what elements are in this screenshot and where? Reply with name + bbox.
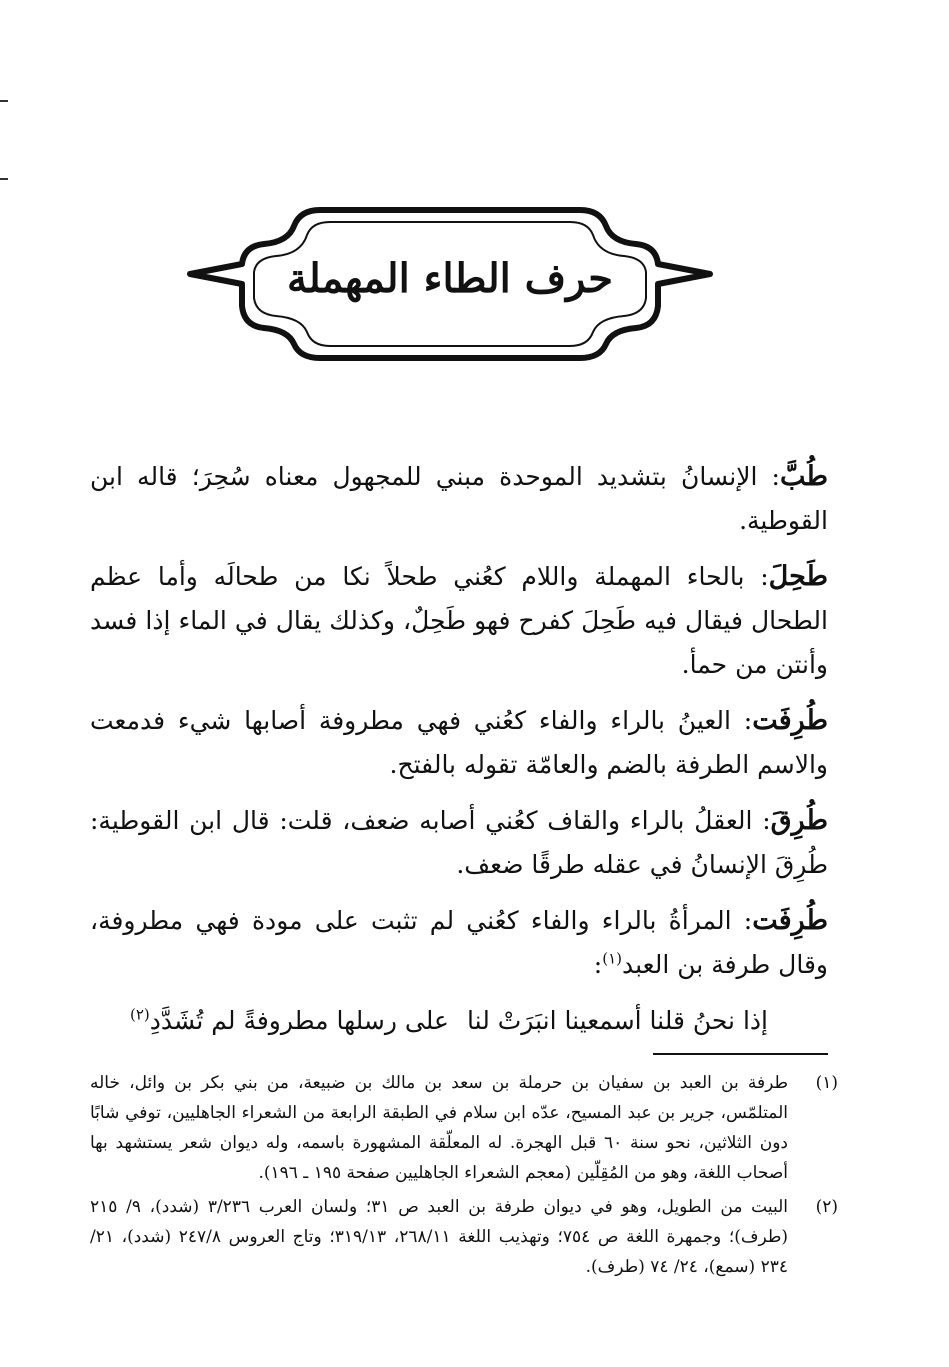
entry-turiqa [90,799,828,887]
headword: طُبَّ [779,461,828,492]
entry-definition: : الإنسانُ بتشديد الموحدة مبني للمجهول معناه سُحِرَ؛ قاله ابن القوطية. [90,462,828,535]
poetry-verse [90,999,828,1043]
verse-second-hemistich-wrap [130,999,449,1043]
chapter-title-frame [180,198,720,368]
entry-definition: : المرأةُ بالراء والفاء كعُني لم تثبت على مودة فهي مطروفة، وقال طرفة بن العبد [90,906,828,979]
entry-definition-end: : [593,950,603,979]
entry-tubba [90,455,828,543]
entry-turifat-woman [90,899,828,987]
headword: طُرِفَت [752,905,828,936]
footnote-item [90,1068,838,1188]
headword: طَحِلَ [768,561,828,592]
entry-tahila [90,555,828,687]
chapter-title: حرف الطاء المهملة [287,254,613,302]
entry-definition: : العقلُ بالراء والقاف كعُني أصابه ضعف، قلت: قال ابن القوطية: طُرِقَ الإنسانُ في عقله طرقًا ضعف. [90,806,828,879]
footnote-divider [653,1053,828,1055]
footnote-ref[interactable]: (١) [602,949,623,968]
footnote-text: طرفة بن العبد بن سفيان بن حرملة بن سعد بن مالك بن ضبيعة، من بني بكر بن وائل، خاله المتلمّس، جرير بن عبد المسيح، عدّه ابن سلام في الطبقة الرابعة من الشعراء الجاهليين، توفي شابًا دون الثلاثين، نحو سنة ٦٠ قبل الهجرة. له المعلّقة المشهورة باسمه، وله ديوان شعر يستشهد بها أصحاب اللغة، وهو من المُقِلّين (معجم الشعراء الجاهليين صفحة ١٩٥ ـ ١٩٦). [90,1073,789,1183]
headword: طُرِقَ [770,805,828,836]
verse-first-hemistich: إذا نحنُ قلنا أسمعينا انبَرَتْ لنا [467,1006,768,1035]
verse-second-hemistich: على رسلها مطروفةً لم تُشَدَّدِ [149,1006,449,1035]
entry-definition: : العينُ بالراء والفاء كعُني فهي مطروفة أصابها شيء فدمعت والاسم الطرفة بالضم والعامّة تقوله بالفتح. [90,706,828,779]
footnote-item [90,1192,838,1282]
footnotes [90,1068,838,1286]
page-edge-mark [0,100,8,102]
footnote-text: البيت من الطويل، وهو في ديوان طرفة بن العبد ص ٣١؛ ولسان العرب ٣/٢٣٦ (شدد)، ٩/ ٢١٥ (طرف)؛ وجمهرة اللغة ص ٧٥٤؛ وتهذيب اللغة ٢٦٨/١١، ٣١٩/١٣؛ وتاج العروس ٢٤٧/٨ (شدد)، ٢١/ ٢٣٤ (سمع)، ٢٤/ ٧٤ (طرف). [90,1197,789,1277]
footnote-ref[interactable]: (٢) [130,1005,150,1024]
entry-turifat-eye [90,699,828,787]
footnote-number: (٢) [815,1197,838,1217]
footnote-number: (١) [815,1073,838,1093]
dictionary-entries [90,455,828,1043]
page-edge-mark [0,178,8,180]
entry-definition: : بالحاء المهملة واللام كعُني طحلاً نكا من طحالَه وأما عظم الطحال فيقال فيه طَحِلَ كفرح فهو طَحِلٌ، وكذلك يقال في الماء إذا فسد وأنتن من حمأ. [90,562,828,679]
headword: طُرِفَت [752,705,828,736]
